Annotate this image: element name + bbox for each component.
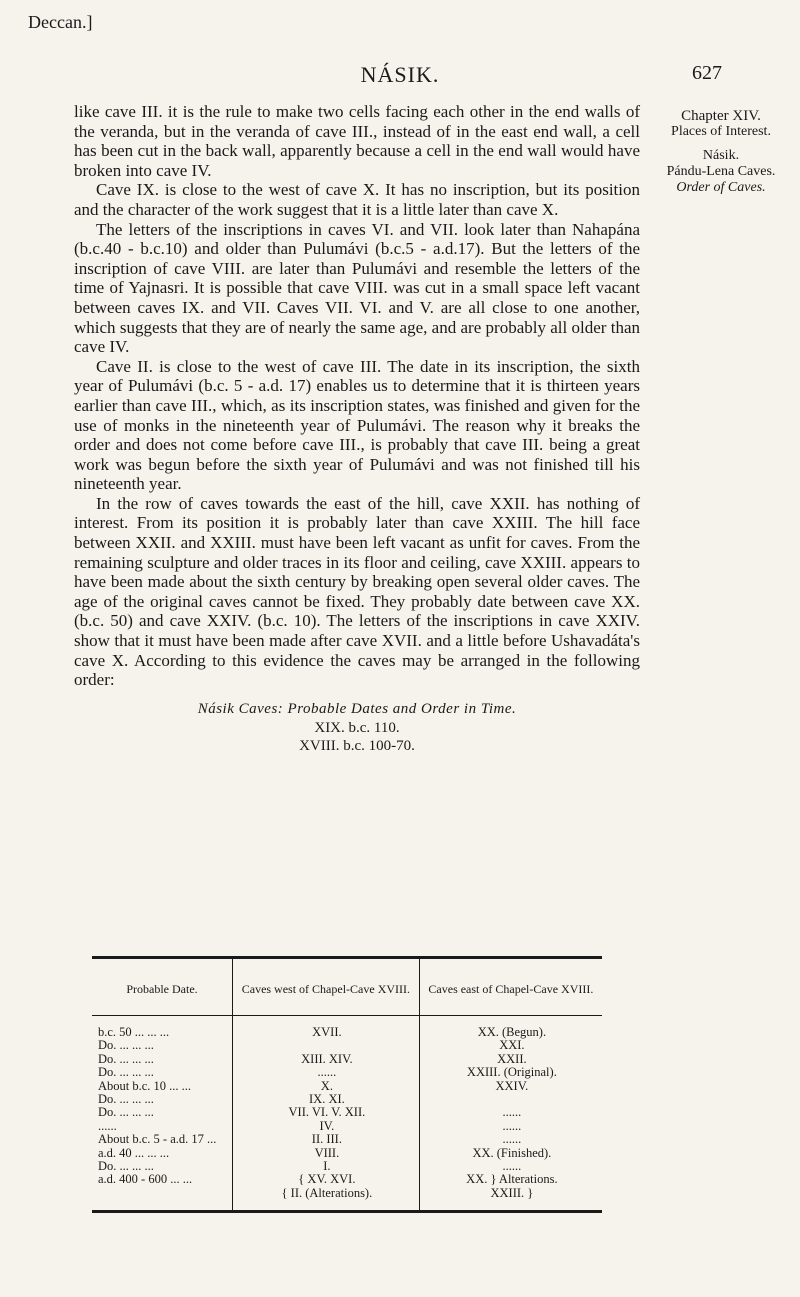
column-west-caves [233, 1016, 420, 1212]
east-entry: XXIII. } [490, 1185, 534, 1200]
east-entry: XX. (Finished). [472, 1145, 552, 1160]
margin-pandu-lena: Pándu-Lena Caves. [666, 164, 776, 179]
date-entry: Do. ... ... ... [98, 1159, 154, 1174]
west-entry: { XV. XVI. [298, 1172, 356, 1187]
date-entry: About b.c. 5 - a.d. 17 ... [98, 1132, 217, 1147]
east-entry: ...... [502, 1105, 522, 1120]
east-entry: XXI. [499, 1038, 525, 1053]
table-subtitle-line: XVIII. b.c. 100-70. [299, 738, 415, 755]
margin-order: Order of Caves. [676, 180, 766, 195]
west-entry: X. [320, 1078, 333, 1093]
east-entry: XX. } Alterations. [466, 1172, 558, 1187]
page-number: 627 [692, 62, 722, 84]
west-entry: VIII. [314, 1145, 340, 1160]
date-entry: a.d. 400 - 600 ... ... [98, 1172, 193, 1187]
table-title: Násik Caves: Probable Dates and Order in Time. [197, 700, 517, 717]
east-entry: ...... [502, 1118, 522, 1133]
header-west-caves: Caves west of Chapel-Cave XVIII. [233, 958, 420, 1016]
date-entry: Do. ... ... ... [98, 1065, 154, 1080]
date-entry: Do. ... ... ... [98, 1051, 154, 1066]
table-subtitle-line: XIX. b.c. 110. [314, 720, 400, 737]
west-entry: ...... [317, 1065, 337, 1080]
east-entry: XXIV. [495, 1078, 529, 1093]
header-east-caves: Caves east of Chapel-Cave XVIII. [419, 958, 602, 1016]
date-entry: About b.c. 10 ... ... [98, 1078, 192, 1093]
west-entry: XVII. [312, 1025, 342, 1039]
paragraph: Cave II. is close to the west of cave III. The date in its inscription, the sixth year of Pulumávi (b.c. 5 - a.d. 17) enables us to determine that it is thirteen years earlier than cave III., which, as its inscription states, was finished and given for the use of monks in the nineteenth year of Pulumávi. The reason why it breaks the order and does not come before cave III., is probably that cave III. being a great work was begun before the sixth year of Pulumávi and was not finished till his nineteenth year. [74, 356, 640, 494]
margin-chapter: Chapter XIV. [681, 108, 761, 124]
east-entry [426, 1093, 598, 1106]
column-east-caves [419, 1016, 602, 1212]
west-entry: IV. [319, 1118, 335, 1133]
west-entry [239, 1039, 415, 1052]
margin-notes [648, 108, 794, 196]
east-entry: XX. (Begun). [477, 1025, 547, 1039]
margin-nasik: Násik. [702, 148, 740, 163]
column-probable-date [92, 1016, 233, 1212]
east-entry: ...... [502, 1159, 522, 1174]
paragraph: Cave IX. is close to the west of cave X. It has no inscription, but its position and the character of the work suggest that it is a little later than cave X. [74, 180, 640, 219]
margin-places: Places of Interest. [671, 124, 771, 139]
paragraph: The letters of the inscriptions in caves VI. and VII. look later than Nahapána (b.c.40 - b.c.10) and older than Pulumávi (b.c.5 - a.d.17). But the letters of the inscription of cave VIII. are later than Pulumávi and resemble the letters of the time of Yajnasri. It is possible that cave VIII. was cut in a small space left vacant between caves IX. and VII. Caves VII. VI. and V. are all close to one another, which suggests that they are of nearly the same age, and are probably all older than cave IV. [74, 219, 640, 357]
running-header-section: Deccan.] [28, 12, 93, 32]
west-entry: VII. VI. V. XII. [288, 1105, 366, 1120]
header-probable-date: Probable Date. [92, 958, 233, 1016]
west-entry: II. III. [311, 1132, 342, 1147]
dates-table [92, 956, 602, 1213]
west-entry: XIII. XIV. [301, 1051, 353, 1066]
table-header-row [92, 958, 602, 1016]
date-entry: Do. ... ... ... [98, 1038, 154, 1053]
east-entry: ...... [502, 1132, 522, 1147]
page-title: NÁSIK. [360, 62, 440, 87]
west-entry: I. [323, 1159, 331, 1174]
date-entry: Do. ... ... ... [98, 1105, 154, 1120]
table-row [92, 1016, 602, 1212]
paragraph: like cave III. it is the rule to make two cells facing each other in the end walls of the veranda, but in the veranda of cave III., instead of in the east end wall, a cell has been cut in the back wall, apparently because a cell in the end wall would have broken into cave IV. [74, 102, 640, 180]
west-entry: { II. (Alterations). [281, 1185, 373, 1200]
west-entry: IX. XI. [309, 1092, 345, 1107]
body-text [74, 102, 640, 755]
date-entry: b.c. 50 ... ... ... [98, 1025, 170, 1039]
east-entry: XXII. [497, 1051, 527, 1066]
date-entry: Do. ... ... ... [98, 1092, 154, 1107]
date-entry: ...... [98, 1118, 117, 1133]
date-entry: a.d. 40 ... ... ... [98, 1145, 170, 1160]
east-entry: XXIII. (Original). [466, 1065, 557, 1080]
paragraph: In the row of caves towards the east of the hill, cave XXII. has nothing of interest. From its position it is probably later than cave XXIII. The hill face between XXII. and XXIII. must have been left vacant as unfit for caves. From the remaining sculpture and older traces in its floor and ceiling, cave XXIII. appears to have been made about the sixth century by breaking open several older caves. The age of the original caves cannot be fixed. They probably date between cave XX. (b.c. 50) and cave XXIV. (b.c. 10). The letters of the inscriptions in cave XXIV. show that it must have been made after cave XVII. and a little before Ushavadáta's cave X. According to this evidence the caves may be arranged in the following order: [74, 493, 640, 690]
